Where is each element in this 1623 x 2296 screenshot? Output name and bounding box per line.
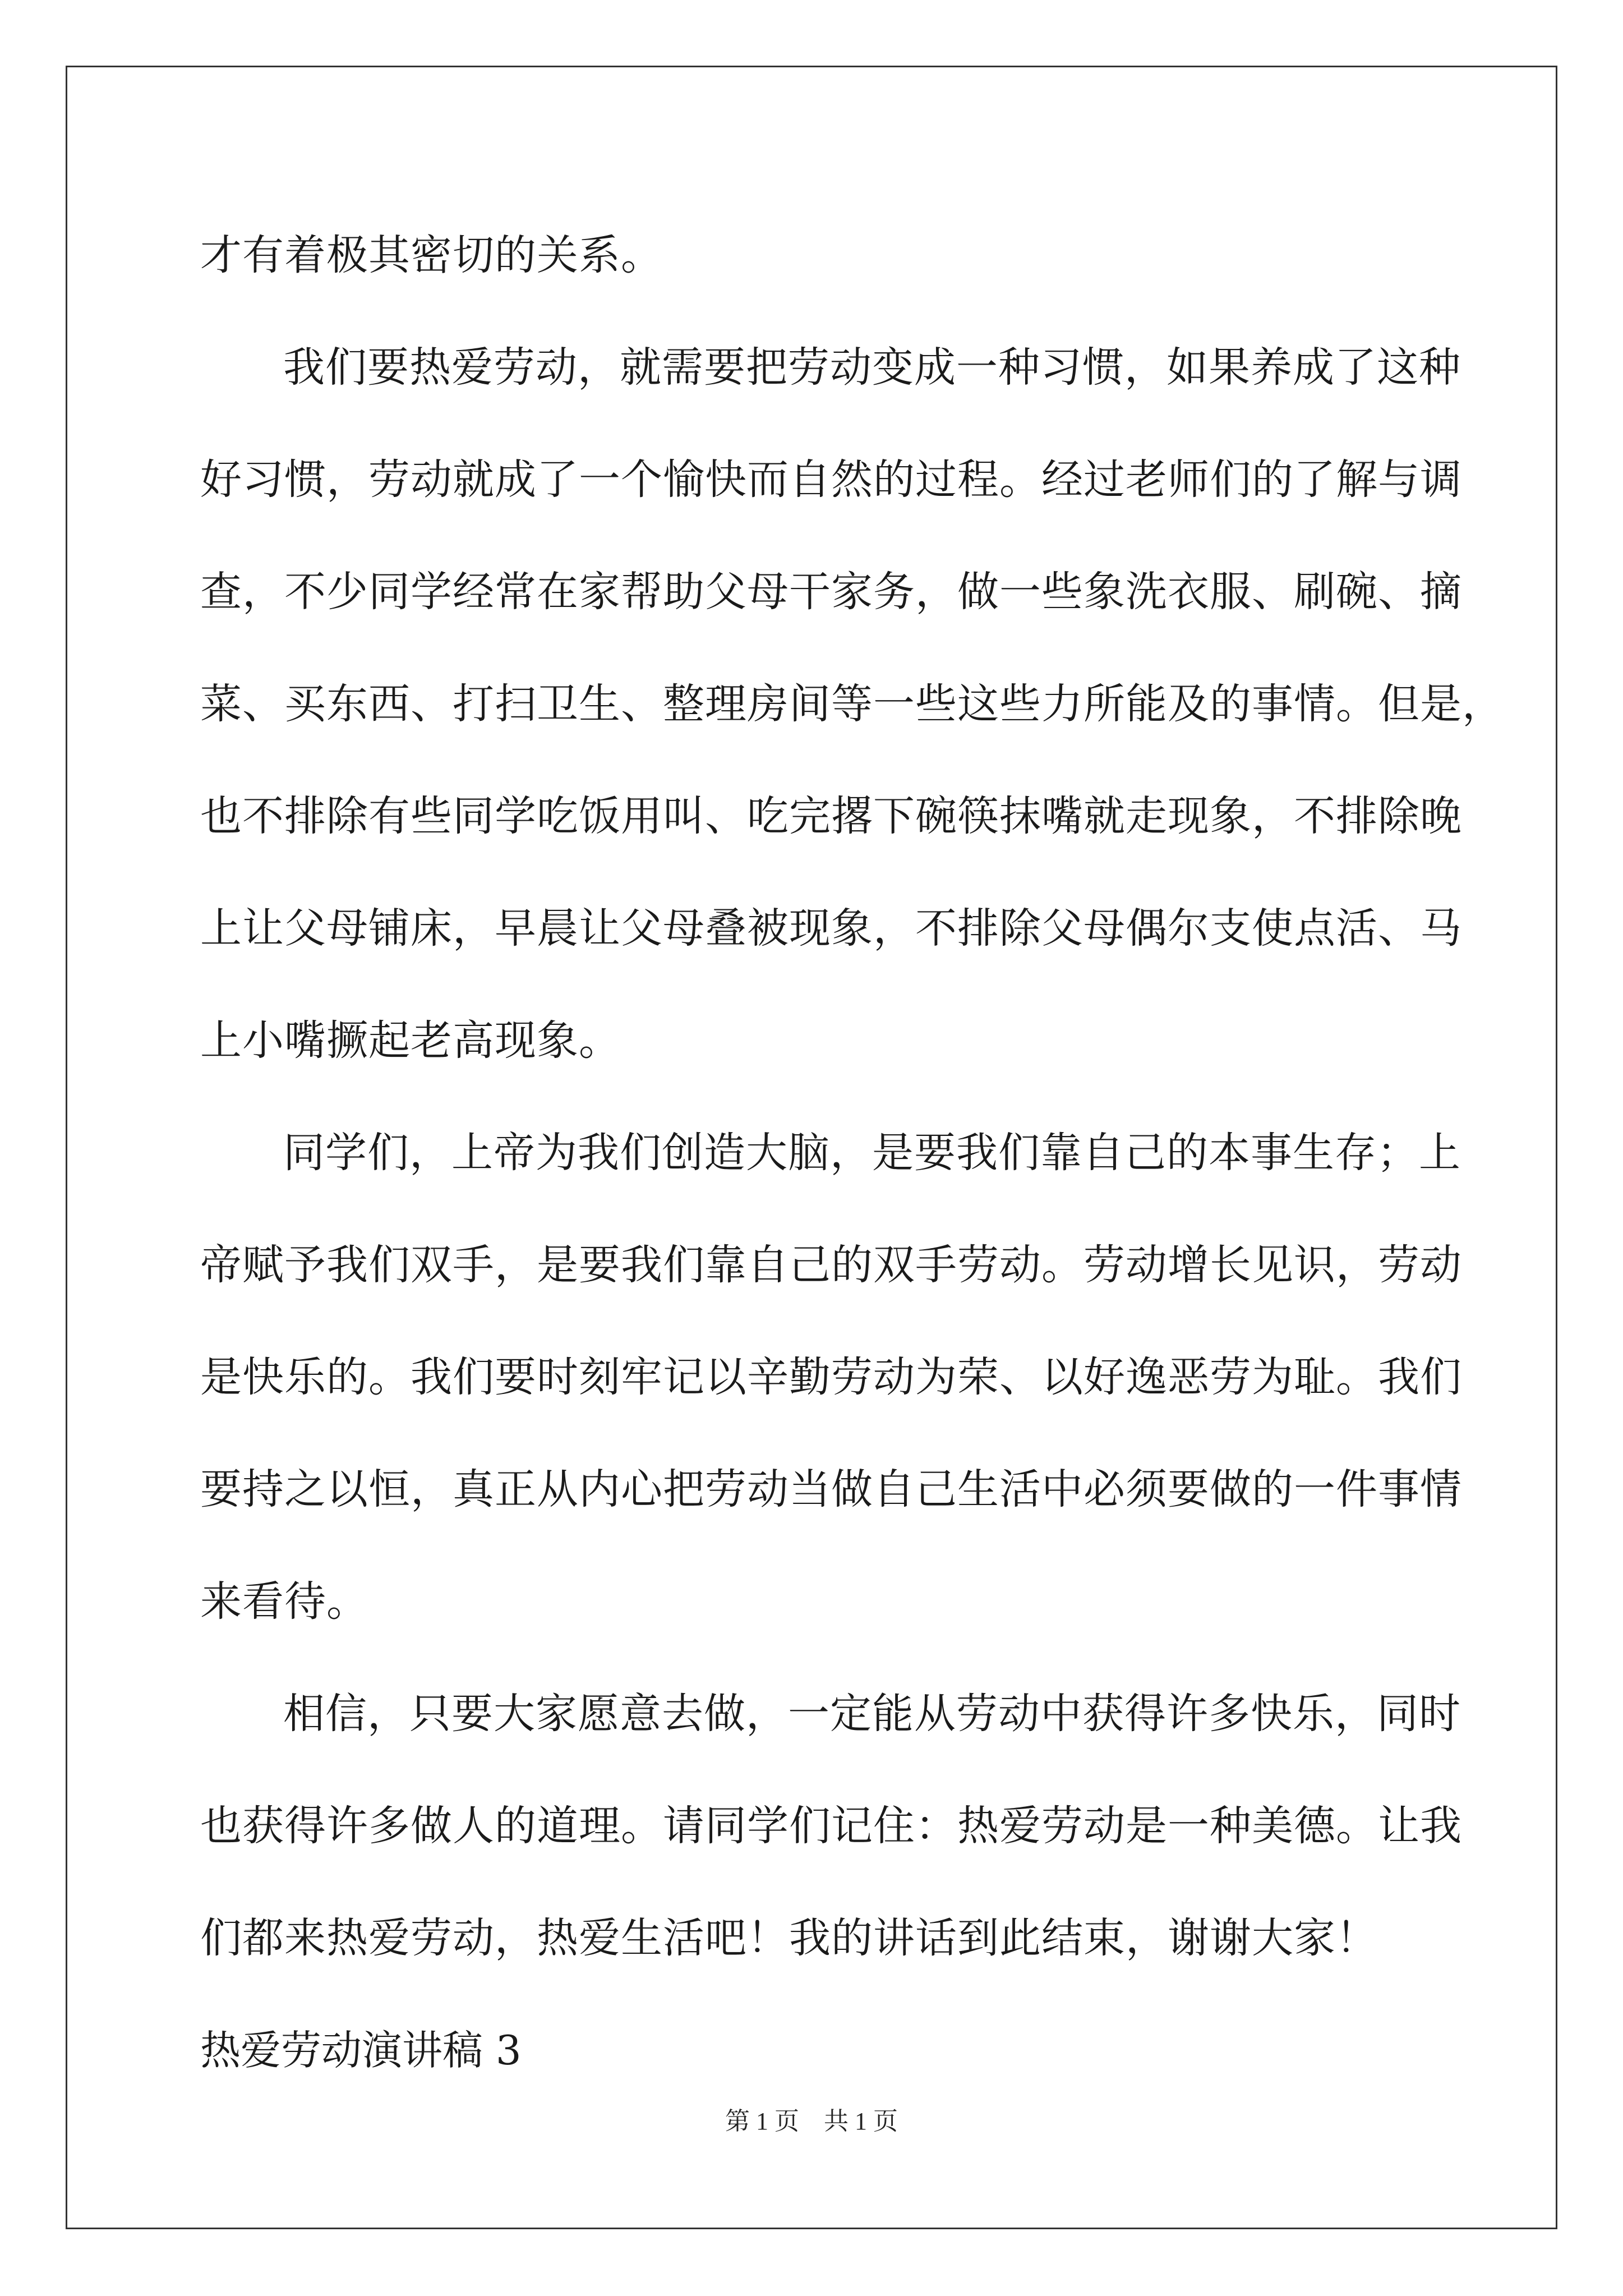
paragraph-line: 也获得许多做人的道理。请同学们记住：热爱劳动是一种美德。让我 — [200, 1802, 1462, 1850]
paragraph-line: 相信，只要大家愿意去做，一定能从劳动中获得许多快乐，同时 — [283, 1690, 1461, 1738]
paragraph-line: 是快乐的。我们要时刻牢记以辛勤劳动为荣、以好逸恶劳为耻。我们 — [200, 1353, 1462, 1401]
paragraph-line: 我们要热爱劳动，就需要把劳动变成一种习惯，如果养成了这种 — [283, 343, 1461, 392]
document-body — [200, 199, 1504, 2106]
paragraph-line: 们都来热爱劳动，热爱生活吧！我的讲话到此结束，谢谢大家！ — [200, 1914, 1378, 1962]
paragraph-line: 要持之以恒，真正从内心把劳动当做自己生活中必须要做的一件事情 — [200, 1465, 1462, 1513]
paragraph-line: 查，不少同学经常在家帮助父母干家务，做一些象洗衣服、刷碗、摘 — [200, 568, 1462, 616]
paragraph-line: 好习惯，劳动就成了一个愉快而自然的过程。经过老师们的了解与调 — [200, 455, 1462, 504]
paragraph-line: 菜、买东西、打扫卫生、整理房间等一些这些力所能及的事情。但是， — [200, 680, 1504, 728]
paragraph-line: 帝赋予我们双手，是要我们靠自己的双手劳动。劳动增长见识，劳动 — [200, 1241, 1462, 1289]
paragraph-line: 上小嘴撅起老高现象。 — [200, 1016, 621, 1065]
page-footer: 第 1 页 共 1 页 — [725, 2108, 898, 2135]
paragraph-line: 也不排除有些同学吃饭用叫、吃完撂下碗筷抹嘴就走现象，不排除晚 — [200, 792, 1462, 840]
paragraph-line: 才有着极其密切的关系。 — [200, 231, 663, 279]
paragraph-line: 上让父母铺床，早晨让父母叠被现象，不排除父母偶尔支使点活、马 — [200, 904, 1462, 953]
paragraph-line: 同学们，上帝为我们创造大脑，是要我们靠自己的本事生存；上 — [283, 1129, 1461, 1177]
section-heading: 热爱劳动演讲稿 3 — [200, 2027, 522, 2074]
paragraph-line: 来看待。 — [200, 1577, 368, 1626]
